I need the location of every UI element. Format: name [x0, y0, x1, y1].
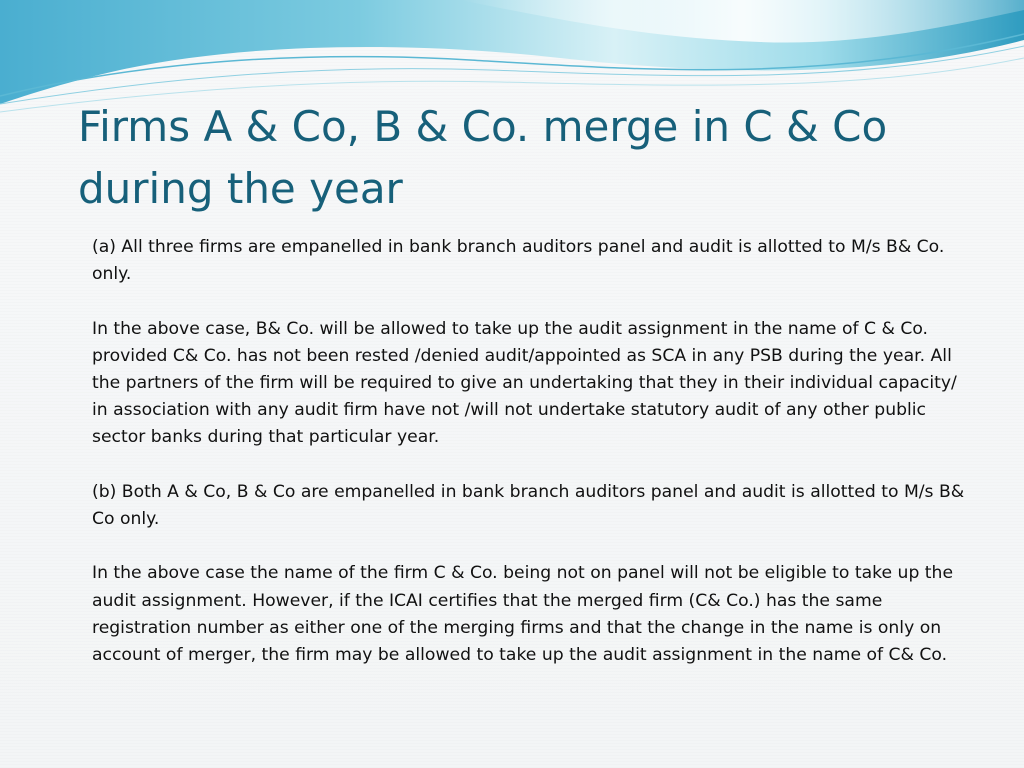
paragraph-case-a: (a) All three firms are empanelled in bank branch auditors panel and audit is allotted to M/s B& Co. only. — [92, 237, 945, 285]
slide-title: Firms A & Co, B & Co. merge in C & Co during the year — [78, 102, 888, 213]
paragraph-case-b-explanation: In the above case the name of the firm C & Co. being not on panel will not be eligible to take up the audit assignment. However, if the ICAI certifies that the merged firm (C& Co.) has the same registration number as either one of the merging firms and that the change in the name is only on account of merger, the firm may be allowed to take up the audit assignment in the name of C& Co. — [92, 563, 954, 665]
slide-body — [92, 234, 972, 696]
paragraph-case-a-explanation: In the above case, B& Co. will be allowed to take up the audit assignment in the name of C & Co. provided C& Co. has not been rested /denied audit/appointed as SCA in any PSB during the year. All the partners of the firm will be required to give an undertaking that they in their individual capacity/ in association with any audit firm have not /will not undertake statutory audit of any other public sector banks during that particular year. — [92, 318, 957, 448]
paragraph-case-b: (b) Both A & Co, B & Co are empanelled in bank branch auditors panel and audit is allotted to M/s B& Co only. — [92, 481, 965, 529]
